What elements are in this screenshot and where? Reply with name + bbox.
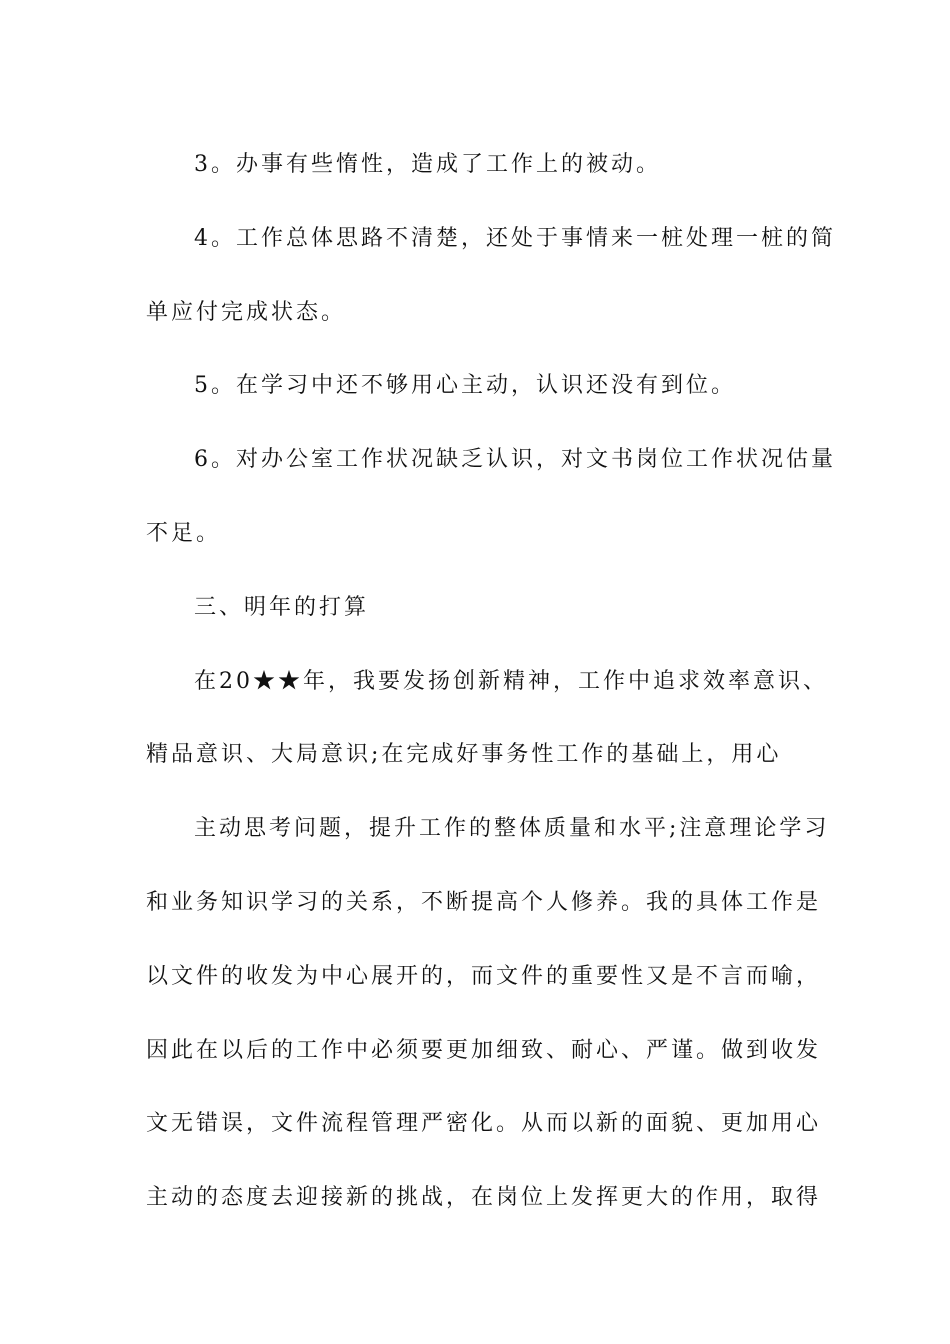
text-line-11: 和业务知识学习的关系，不断提高个人修养。我的具体工作是	[146, 889, 822, 915]
text-line-6: 不足。	[146, 520, 222, 546]
document-body	[146, 128, 836, 1235]
text-line-12: 以文件的收发为中心展开的，而文件的重要性又是不言而喻，	[146, 963, 822, 989]
text-line-15: 主动的态度去迎接新的挑战，在岗位上发挥更大的作用，取得	[146, 1185, 822, 1211]
text-line-13: 因此在以后的工作中必须要更加细致、耐心、严谨。做到收发	[146, 1037, 822, 1063]
text-line-8: 在20★★年，我要发扬创新精神，工作中追求效率意识、	[194, 668, 828, 694]
text-line-4: 5。在学习中还不够用心主动，认识还没有到位。	[194, 373, 736, 399]
text-line-3: 单应付完成状态。	[146, 299, 347, 325]
text-line-10: 主动思考问题，提升工作的整体质量和水平;注意理论学习	[194, 816, 830, 842]
section-heading: 三、明年的打算	[194, 594, 370, 620]
text-line-2: 4。工作总体思路不清楚，还处于事情来一桩处理一桩的简	[194, 225, 836, 251]
text-line-5: 6。对办公室工作状况缺乏认识，对文书岗位工作状况估量	[194, 447, 836, 473]
text-line-1: 3。办事有些惰性，造成了工作上的被动。	[194, 152, 661, 177]
text-line-9: 精品意识、大局意识;在完成好事务性工作的基础上，用心	[146, 742, 782, 768]
text-line-14: 文无错误，文件流程管理严密化。从而以新的面貌、更加用心	[146, 1111, 822, 1137]
